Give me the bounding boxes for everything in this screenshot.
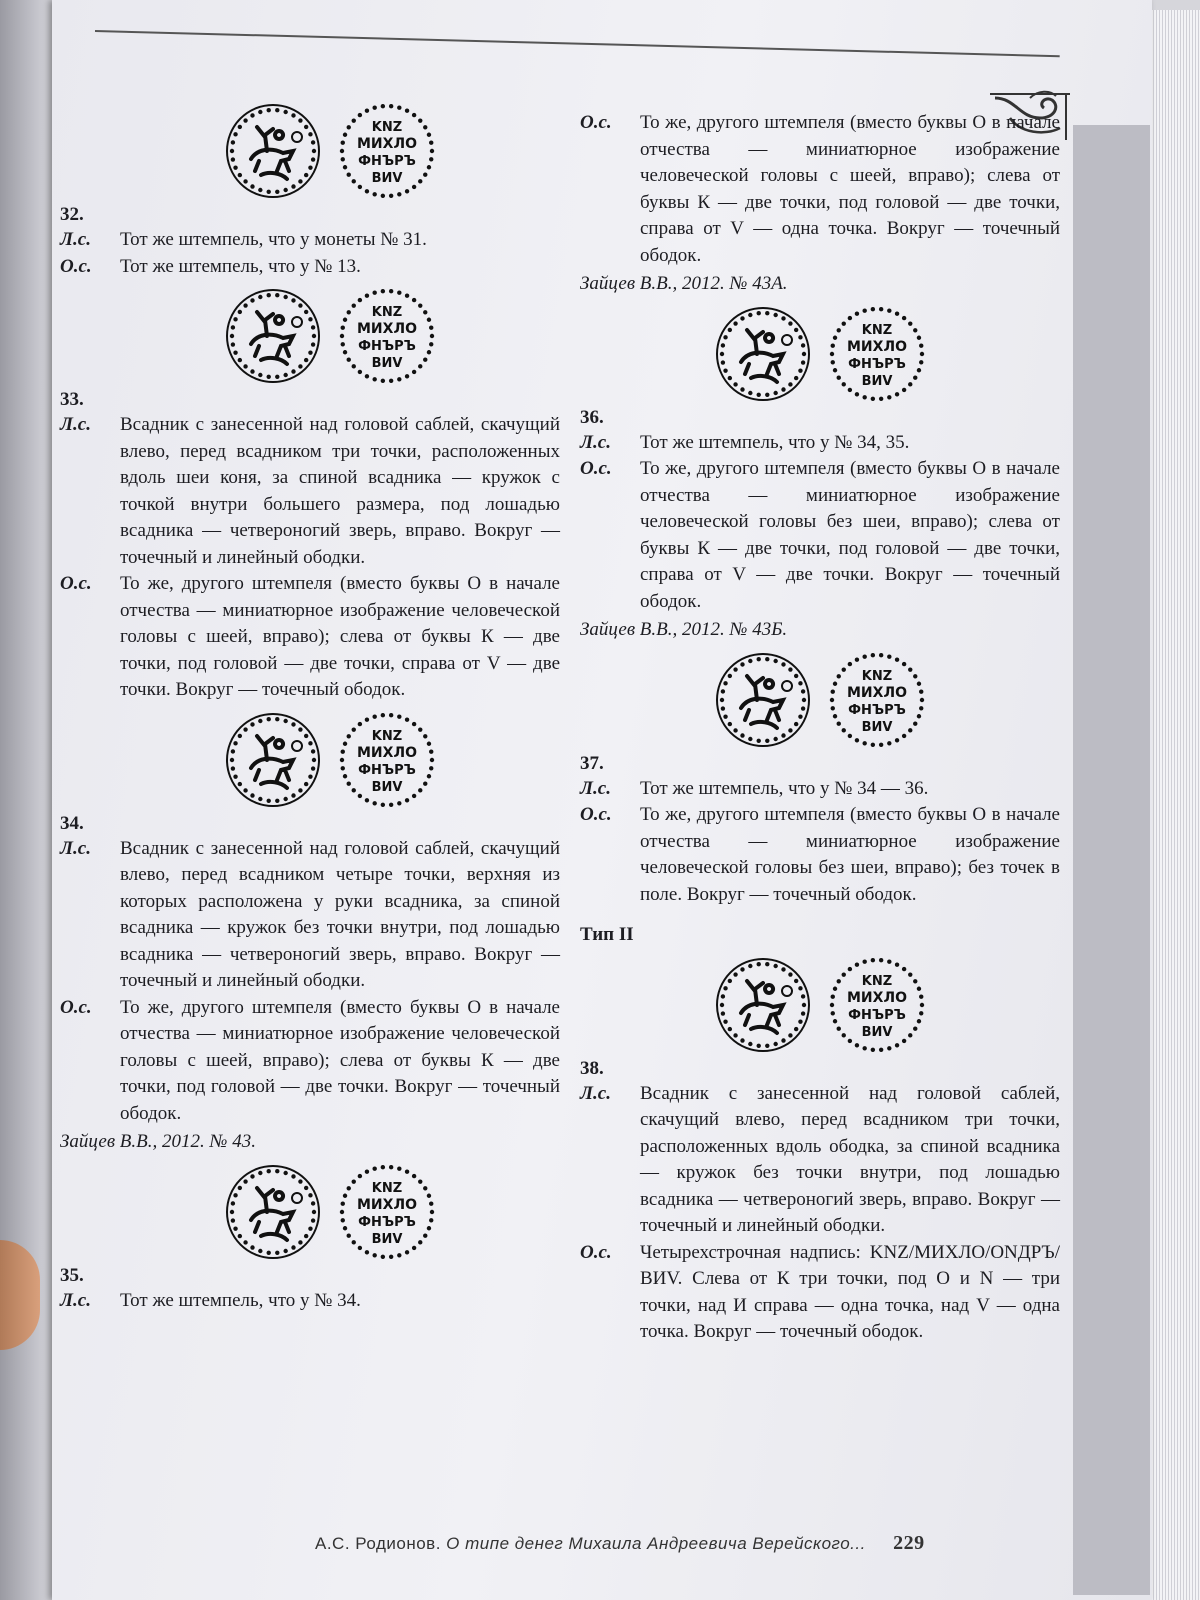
entry-number: 33.	[60, 389, 84, 410]
coin-rider-icon	[223, 1162, 323, 1262]
svg-text:МИХЛО: МИХЛО	[847, 338, 907, 355]
left-column	[60, 95, 560, 1314]
coin-inscription	[827, 955, 927, 1055]
coin-pair-33	[100, 286, 560, 386]
side-label: О.с.	[580, 804, 612, 825]
coin-rider-icon	[713, 650, 813, 750]
coin-inscription	[337, 101, 437, 201]
side-label: О.с.	[60, 996, 92, 1018]
entry-number: 32.	[60, 204, 84, 225]
entry-36-ls	[580, 430, 1060, 457]
entry-text: Всадник с занесенной над головой саблей, скачущий влево, перед всадником четыре точки, верхняя из которых расположена у руки всадника, за спиной всадника — кружок без точки внутри, под лошадью всадника — четвероногий зверь, вправо. Вокруг — точечный и линейный ободки.	[120, 837, 560, 991]
entry-33-ls	[60, 412, 560, 571]
side-label: Л.с.	[580, 1082, 611, 1104]
entry-34-os	[60, 995, 560, 1128]
entry-38-os	[580, 1240, 1060, 1346]
svg-text:ФНЪРЪ: ФНЪРЪ	[848, 356, 906, 372]
side-label: Л.с.	[580, 777, 611, 799]
entry-text: Тот же штемпель, что у № 13.	[120, 255, 361, 277]
footer-author: А.С. Родионов.	[315, 1534, 441, 1553]
entry-number: 36.	[580, 406, 604, 428]
coin-pair-32	[100, 101, 560, 201]
side-label: Л.с.	[60, 837, 91, 859]
svg-text:МИХЛО: МИХЛО	[357, 136, 417, 152]
svg-text:МИХЛО: МИХЛО	[847, 989, 907, 1006]
entry-number: 35.	[60, 1264, 84, 1286]
entry-text: То же, другого штемпеля (вместо буквы О в начале отчества — миниатюрное изображение человеческой головы с шеей, вправо); слева от буквы К — две точки, под головой — две точки, справа от V — одна точка. Вокруг — точечный ободок.	[640, 112, 1060, 266]
coin-inscription	[337, 710, 437, 810]
entry-38-ls	[580, 1081, 1060, 1240]
svg-text:ФНЪРЪ: ФНЪРЪ	[358, 762, 416, 778]
coin-inscription	[337, 286, 437, 386]
bleed-through-band	[1073, 125, 1150, 1595]
svg-text:МИХЛО: МИХЛО	[847, 684, 907, 701]
entry-37-os	[580, 802, 1060, 908]
svg-text:ФНЪРЪ: ФНЪРЪ	[848, 1007, 906, 1023]
side-label: Л.с.	[580, 431, 611, 453]
coin-pair-34	[100, 710, 560, 810]
svg-text:KNZ: KNZ	[371, 120, 403, 135]
coin-rider-icon	[713, 304, 813, 404]
coin-rider-icon	[223, 710, 323, 810]
side-label: О.с.	[580, 1241, 612, 1263]
entry-text: То же, другого штемпеля (вместо буквы О в начале отчества — миниатюрное изображение человеческой головы с шеей, вправо); слева от буквы К — две точки, под головой — две точки. Вокруг — точечный ободок.	[120, 996, 560, 1124]
svg-text:KNZ: KNZ	[861, 322, 893, 338]
entry-text: То же, другого штемпеля (вместо буквы О в начале отчества — миниатюрное изображение человеческой головы без шеи, вправо); без точек в поле. Вокруг — точечный ободок.	[640, 804, 1060, 905]
entry-text: То же, другого штемпеля (вместо буквы О в начале отчества — миниатюрное изображение человеческой головы без шеи, вправо); слева от буквы К — две точки, под головой — две точки, справа от V — две точки. Вокруг — точечный ободок.	[640, 458, 1060, 612]
svg-text:ФНЪРЪ: ФНЪРЪ	[848, 702, 906, 718]
side-label: Л.с.	[60, 1289, 91, 1311]
svg-text:МИХЛО: МИХЛО	[357, 321, 417, 337]
coin-inscription	[827, 650, 927, 750]
svg-text:KNZ: KNZ	[371, 1180, 403, 1196]
svg-text:ВИV: ВИV	[371, 779, 403, 795]
svg-text:KNZ: KNZ	[371, 728, 403, 744]
svg-text:МИХЛО: МИХЛО	[357, 1196, 417, 1213]
side-label: Л.с.	[60, 229, 91, 250]
svg-text:ФНЪРЪ: ФНЪРЪ	[358, 154, 416, 169]
type-heading: Тип II	[580, 924, 634, 945]
reference: Зайцев В.В., 2012. № 43Б.	[580, 619, 788, 640]
entry-text: Всадник с занесенной над головой саблей, скачущий влево, перед всадником три точки, расположенных вдоль шеи коня, за спиной всадника — кружок с точкой внутри большего размера, под лошадью всадника — четвероногий зверь, вправо. Вокруг — точечный и линейный ободки.	[120, 414, 560, 568]
reference: Зайцев В.В., 2012. № 43А.	[580, 273, 788, 294]
side-label: Л.с.	[60, 414, 91, 435]
svg-text:ВИV: ВИV	[371, 1231, 403, 1247]
entry-text: Тот же штемпель, что у № 34.	[120, 1289, 361, 1311]
svg-text:ВИV: ВИV	[861, 1024, 893, 1040]
entry-36-os	[580, 456, 1060, 615]
entry-text: Тот же штемпель, что у № 34 — 36.	[640, 777, 929, 799]
entry-34-ls	[60, 836, 560, 995]
coin-pair-37	[580, 650, 1060, 750]
entry-text: То же, другого штемпеля (вместо буквы О в начале отчества — миниатюрное изображение человеческой головы с шеей, вправо); слева от буквы К — две точки, под головой — две точки, справа от V — две точки. Вокруг — точечный ободок.	[120, 573, 560, 700]
entry-text: Всадник с занесенной над головой саблей, скачущий влево, перед всадником три точки, расположенных вдоль ободка, за спиной всадника — кружок без точки внутри, под лошадью всадника — четвероногий зверь, вправо. Вокруг — точечный и линейный ободки.	[640, 1082, 1060, 1236]
coin-pair-36	[580, 304, 1060, 404]
svg-text:ВИV: ВИV	[371, 171, 403, 186]
svg-text:ФНЪРЪ: ФНЪРЪ	[358, 339, 416, 354]
coin-rider-icon	[713, 955, 813, 1055]
coin-inscription	[337, 1162, 437, 1262]
entry-32-ls	[60, 227, 560, 254]
svg-text:KNZ: KNZ	[371, 305, 403, 320]
coin-rider-icon	[223, 101, 323, 201]
entry-35-os	[580, 110, 1060, 269]
svg-text:KNZ: KNZ	[861, 668, 893, 684]
svg-text:ВИV: ВИV	[371, 356, 403, 371]
reference: Зайцев В.В., 2012. № 43.	[60, 1131, 256, 1152]
svg-text:ВИV: ВИV	[861, 373, 893, 389]
coin-inscription	[827, 304, 927, 404]
footer-title: О типе денег Михаила Андреевича Верейского...	[446, 1534, 866, 1553]
entry-number: 37.	[580, 752, 604, 774]
svg-text:KNZ: KNZ	[861, 973, 893, 989]
running-footer	[315, 1532, 925, 1555]
svg-text:МИХЛО: МИХЛО	[357, 744, 417, 761]
entry-32-os	[60, 254, 560, 281]
svg-text:ФНЪРЪ: ФНЪРЪ	[358, 1214, 416, 1230]
coin-pair-38	[580, 955, 1060, 1055]
right-column	[580, 110, 1060, 1346]
entry-33-os	[60, 571, 560, 704]
entry-number: 34.	[60, 812, 84, 834]
entry-text: Тот же штемпель, что у монеты № 31.	[120, 229, 427, 250]
side-label: О.с.	[60, 573, 92, 594]
page-edges	[1148, 10, 1200, 1600]
entry-35-ls	[60, 1288, 560, 1315]
entry-37-ls	[580, 776, 1060, 803]
side-label: О.с.	[580, 458, 612, 479]
entry-text: Тот же штемпель, что у № 34, 35.	[640, 431, 910, 453]
page-number: 229	[893, 1532, 925, 1554]
entry-number: 38.	[580, 1057, 604, 1079]
entry-text: Четырехстрочная надпись: KNZ/МИХЛО/ОNДРЪ/ВИV. Слева от К три точки, под О и N — три точки, над И справа — одна точка, над V — одна точка. Вокруг — точечный ободок.	[640, 1241, 1060, 1342]
svg-text:ВИV: ВИV	[861, 719, 893, 735]
coin-rider-icon	[223, 286, 323, 386]
side-label: О.с.	[60, 255, 92, 277]
side-label: О.с.	[580, 112, 612, 133]
coin-pair-35	[100, 1162, 560, 1262]
